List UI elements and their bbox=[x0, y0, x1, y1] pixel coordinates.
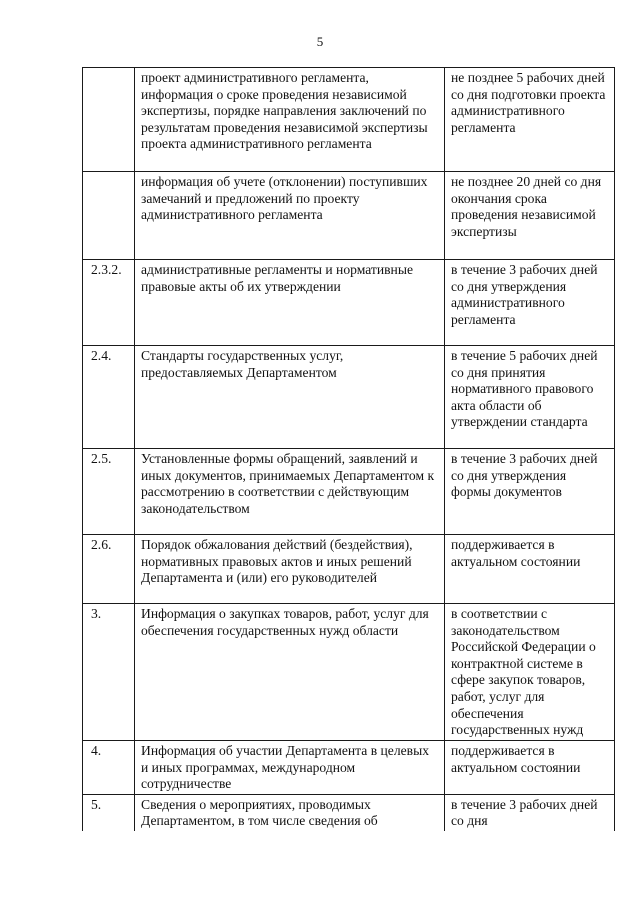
row-deadline-cell: в течение 5 рабочих дней со дня принятия нормативного правового акта области об утверждении стандарта bbox=[445, 346, 615, 449]
row-info-cell: Информация о закупках товаров, работ, услуг для обеспечения государственных нужд области bbox=[135, 604, 445, 741]
table-row bbox=[83, 449, 615, 535]
table-row bbox=[83, 741, 615, 795]
row-number-cell: 2.5. bbox=[83, 449, 135, 535]
row-info-cell: Установленные формы обращений, заявлений и иных документов, принимаемых Департаментом к рассмотрению в соответствии с действующим законодательством bbox=[135, 449, 445, 535]
row-deadline-cell: в течение 3 рабочих дней со дня bbox=[445, 794, 615, 831]
row-number-cell: 3. bbox=[83, 604, 135, 741]
table-row bbox=[83, 346, 615, 449]
table-row bbox=[83, 68, 615, 172]
row-number-cell: 5. bbox=[83, 794, 135, 831]
row-number-cell bbox=[83, 172, 135, 260]
row-info-cell: административные регламенты и нормативные правовые акты об их утверждении bbox=[135, 260, 445, 346]
row-number-cell: 2.4. bbox=[83, 346, 135, 449]
row-deadline-cell: в соответствии с законодательством Российской Федерации о контрактной системе в сфере закупок товаров, работ, услуг для обеспечения государственных нужд bbox=[445, 604, 615, 741]
row-deadline-cell: поддерживается в актуальном состоянии bbox=[445, 741, 615, 795]
table-row bbox=[83, 604, 615, 741]
page-number: 5 bbox=[316, 34, 324, 49]
table-row bbox=[83, 172, 615, 260]
row-number-cell: 2.3.2. bbox=[83, 260, 135, 346]
info-table bbox=[82, 67, 615, 831]
row-info-cell: проект административного регламента, информация о сроке проведения независимой экспертизы, порядке направления заключений по результатам проведения независимой экспертизы проекта административного регламента bbox=[135, 68, 445, 172]
row-info-cell: информация об учете (отклонении) поступивших замечаний и предложений по проекту административного регламента bbox=[135, 172, 445, 260]
row-deadline-cell: не позднее 5 рабочих дней со дня подготовки проекта административного регламента bbox=[445, 68, 615, 172]
row-number-cell: 2.6. bbox=[83, 535, 135, 604]
row-deadline-cell: в течение 3 рабочих дней со дня утверждения административного регламента bbox=[445, 260, 615, 346]
row-deadline-cell: поддерживается в актуальном состоянии bbox=[445, 535, 615, 604]
row-info-cell: Порядок обжалования действий (бездействия), нормативных правовых актов и иных решений Департамента и (или) его руководителей bbox=[135, 535, 445, 604]
row-info-cell: Информация об участии Департамента в целевых и иных программах, международном сотрудничестве bbox=[135, 741, 445, 795]
row-deadline-cell: в течение 3 рабочих дней со дня утверждения формы документов bbox=[445, 449, 615, 535]
row-deadline-cell: не позднее 20 дней со дня окончания срока проведения независимой экспертизы bbox=[445, 172, 615, 260]
table-row bbox=[83, 794, 615, 831]
row-info-cell: Стандарты государственных услуг, предоставляемых Департаментом bbox=[135, 346, 445, 449]
table-row bbox=[83, 535, 615, 604]
row-number-cell bbox=[83, 68, 135, 172]
row-number-cell: 4. bbox=[83, 741, 135, 795]
table-row bbox=[83, 260, 615, 346]
row-info-cell: Сведения о мероприятиях, проводимых Департаментом, в том числе сведения об bbox=[135, 794, 445, 831]
